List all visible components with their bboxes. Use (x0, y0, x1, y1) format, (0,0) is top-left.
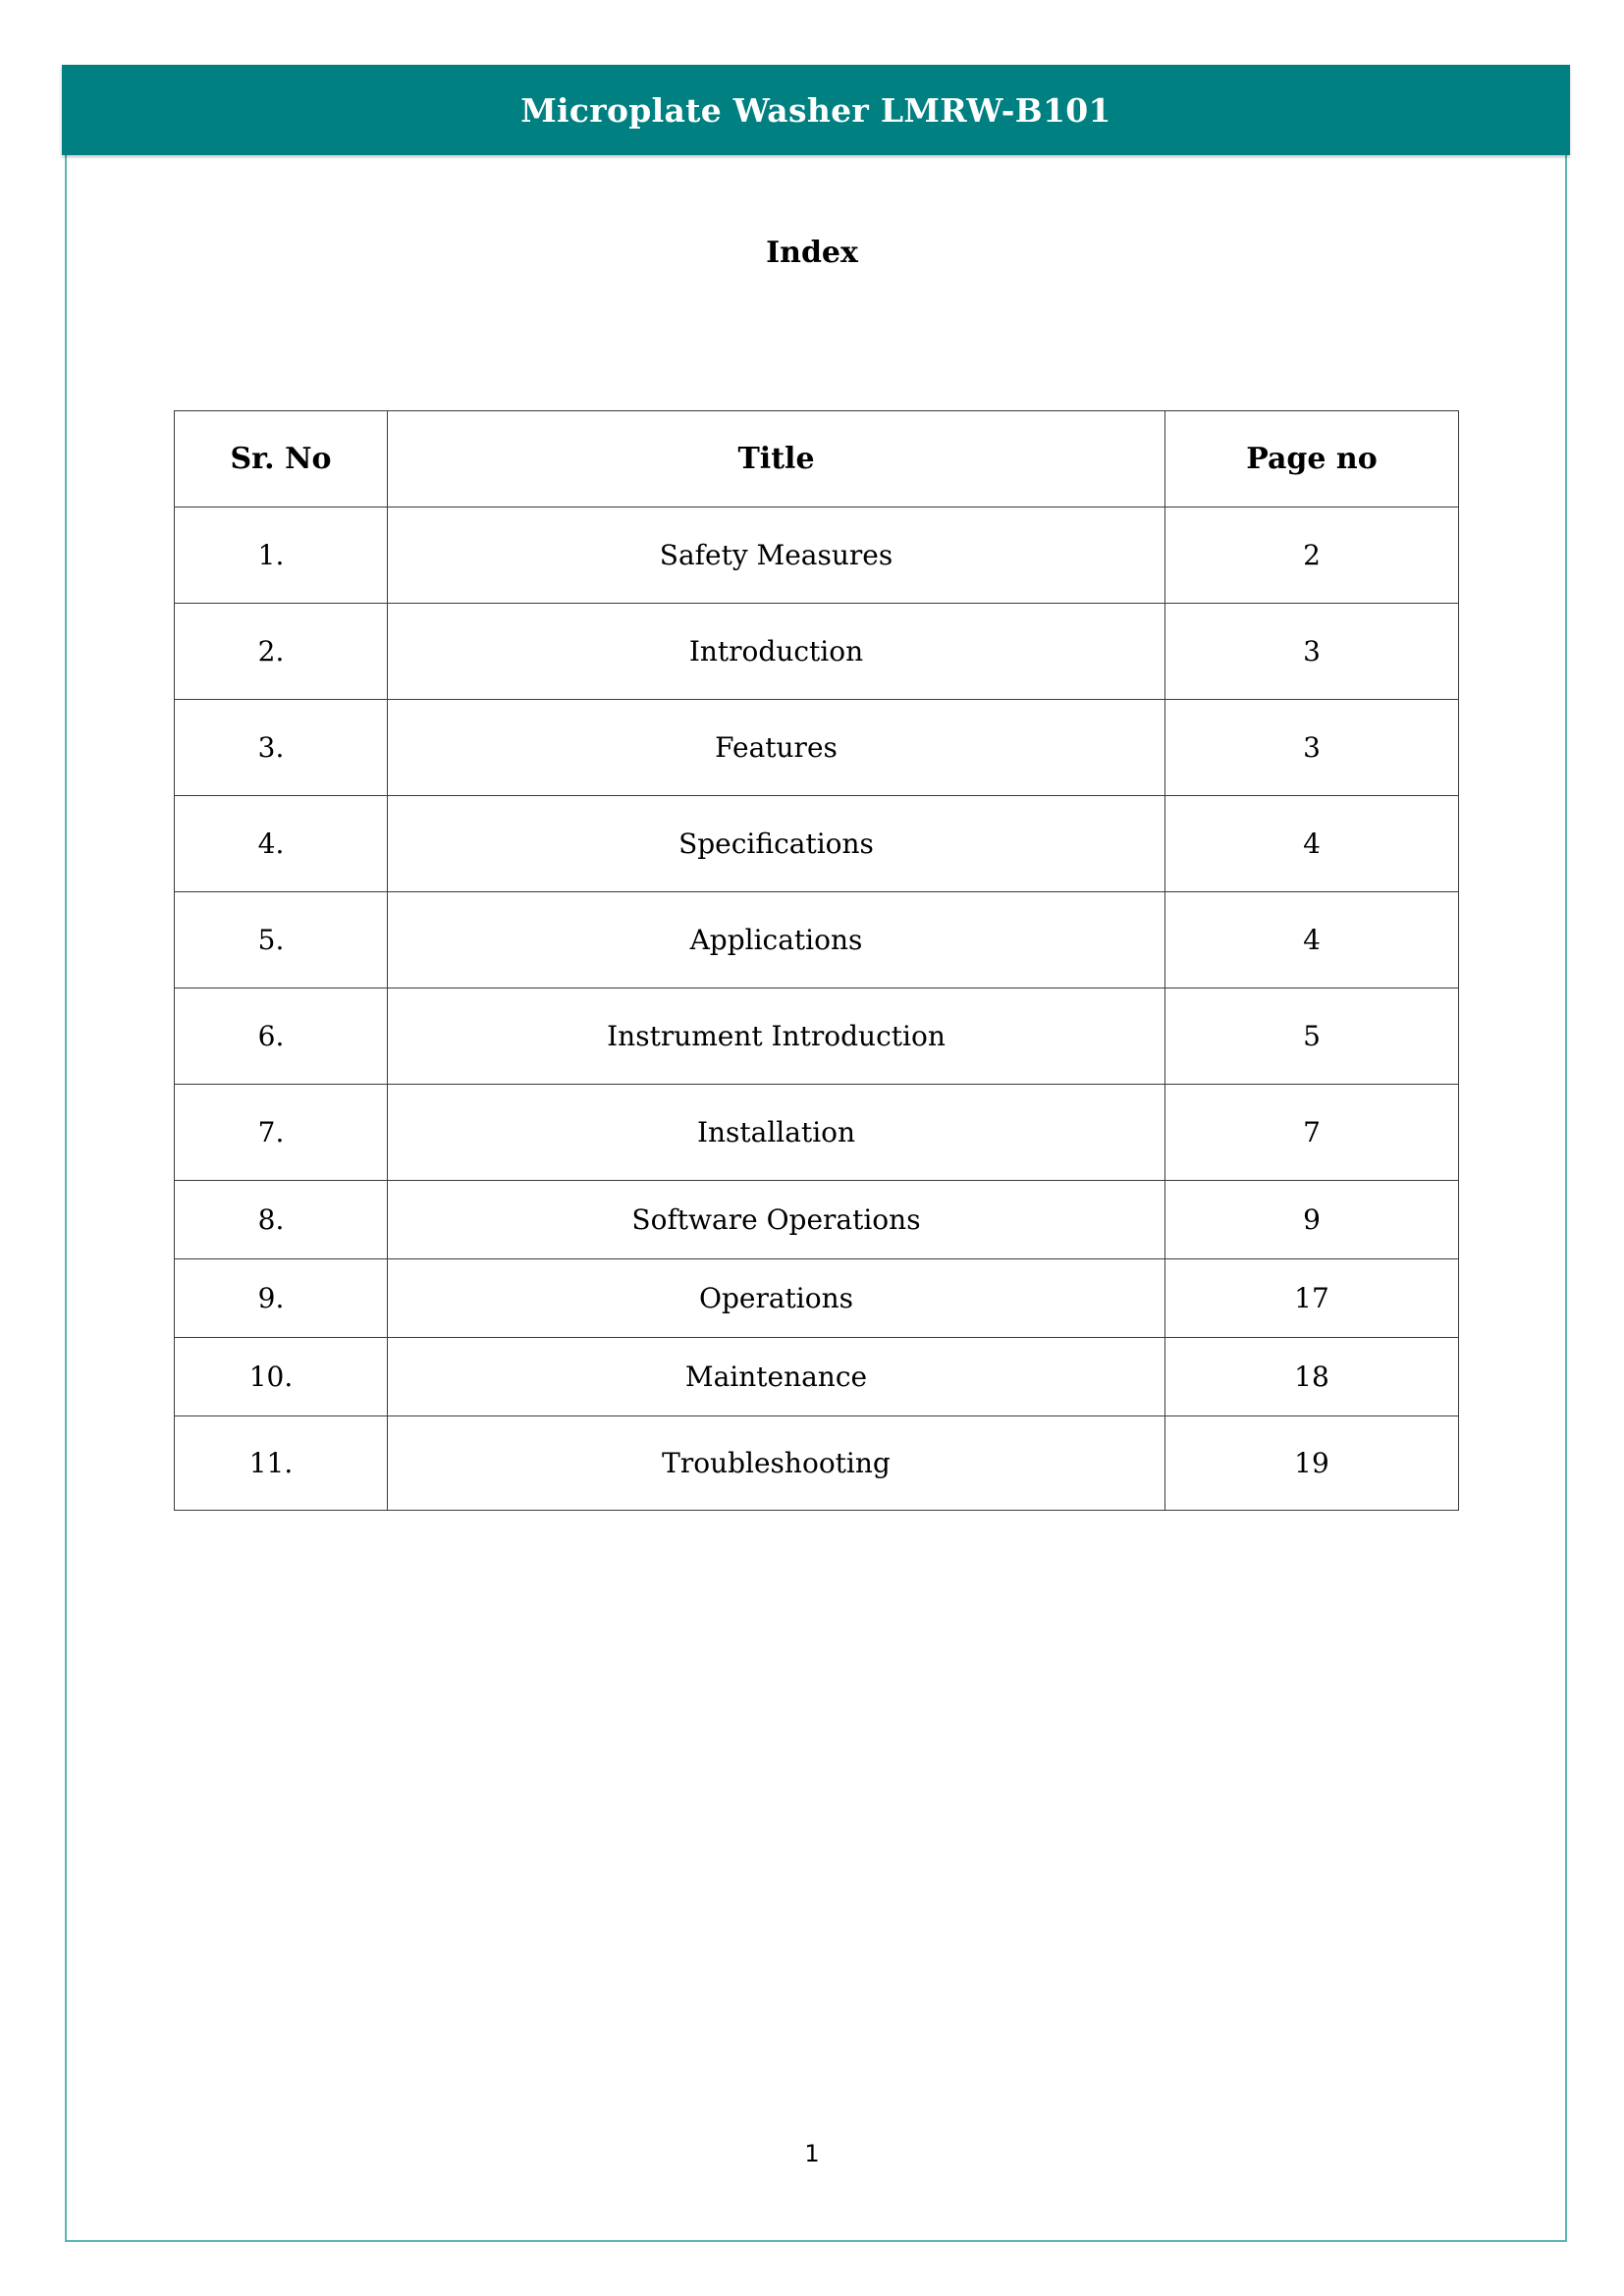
row-title: Applications (388, 892, 1165, 988)
table-row (175, 1259, 1459, 1338)
table-row (175, 507, 1459, 604)
row-title: Maintenance (388, 1338, 1165, 1416)
row-page-no: 17 (1165, 1259, 1459, 1338)
row-sr-no: 6. (175, 988, 388, 1085)
page-number: 1 (804, 2140, 820, 2167)
table-row (175, 604, 1459, 700)
row-title: Installation (388, 1085, 1165, 1181)
index-heading: Index (766, 236, 858, 270)
row-title: Troubleshooting (388, 1416, 1165, 1511)
row-title: Instrument Introduction (388, 988, 1165, 1085)
row-sr-no: 1. (175, 507, 388, 604)
table-row (175, 988, 1459, 1085)
row-title: Operations (388, 1259, 1165, 1338)
row-page-no: 4 (1165, 892, 1459, 988)
row-sr-no: 7. (175, 1085, 388, 1181)
header-title: Title (388, 411, 1165, 507)
header-banner (62, 65, 1570, 155)
row-sr-no: 3. (175, 700, 388, 796)
index-table (174, 410, 1459, 1511)
row-title: Specifications (388, 796, 1165, 892)
header-sr-no: Sr. No (175, 411, 388, 507)
row-title: Software Operations (388, 1181, 1165, 1259)
table-row (175, 1338, 1459, 1416)
row-page-no: 3 (1165, 604, 1459, 700)
row-sr-no: 11. (175, 1416, 388, 1511)
row-page-no: 18 (1165, 1338, 1459, 1416)
row-sr-no: 4. (175, 796, 388, 892)
table-header-row (175, 411, 1459, 507)
document-title: Microplate Washer LMRW-B101 (520, 90, 1111, 130)
row-sr-no: 5. (175, 892, 388, 988)
row-page-no: 4 (1165, 796, 1459, 892)
table-row (175, 1085, 1459, 1181)
table-row (175, 1181, 1459, 1259)
row-sr-no: 2. (175, 604, 388, 700)
row-title: Safety Measures (388, 507, 1165, 604)
table-row (175, 1416, 1459, 1511)
header-page-no: Page no (1165, 411, 1459, 507)
row-page-no: 2 (1165, 507, 1459, 604)
row-sr-no: 8. (175, 1181, 388, 1259)
row-page-no: 19 (1165, 1416, 1459, 1511)
row-title: Introduction (388, 604, 1165, 700)
table-row (175, 700, 1459, 796)
row-page-no: 5 (1165, 988, 1459, 1085)
row-page-no: 9 (1165, 1181, 1459, 1259)
row-sr-no: 9. (175, 1259, 388, 1338)
table-row (175, 796, 1459, 892)
row-sr-no: 10. (175, 1338, 388, 1416)
table-row (175, 892, 1459, 988)
row-page-no: 3 (1165, 700, 1459, 796)
row-title: Features (388, 700, 1165, 796)
row-page-no: 7 (1165, 1085, 1459, 1181)
